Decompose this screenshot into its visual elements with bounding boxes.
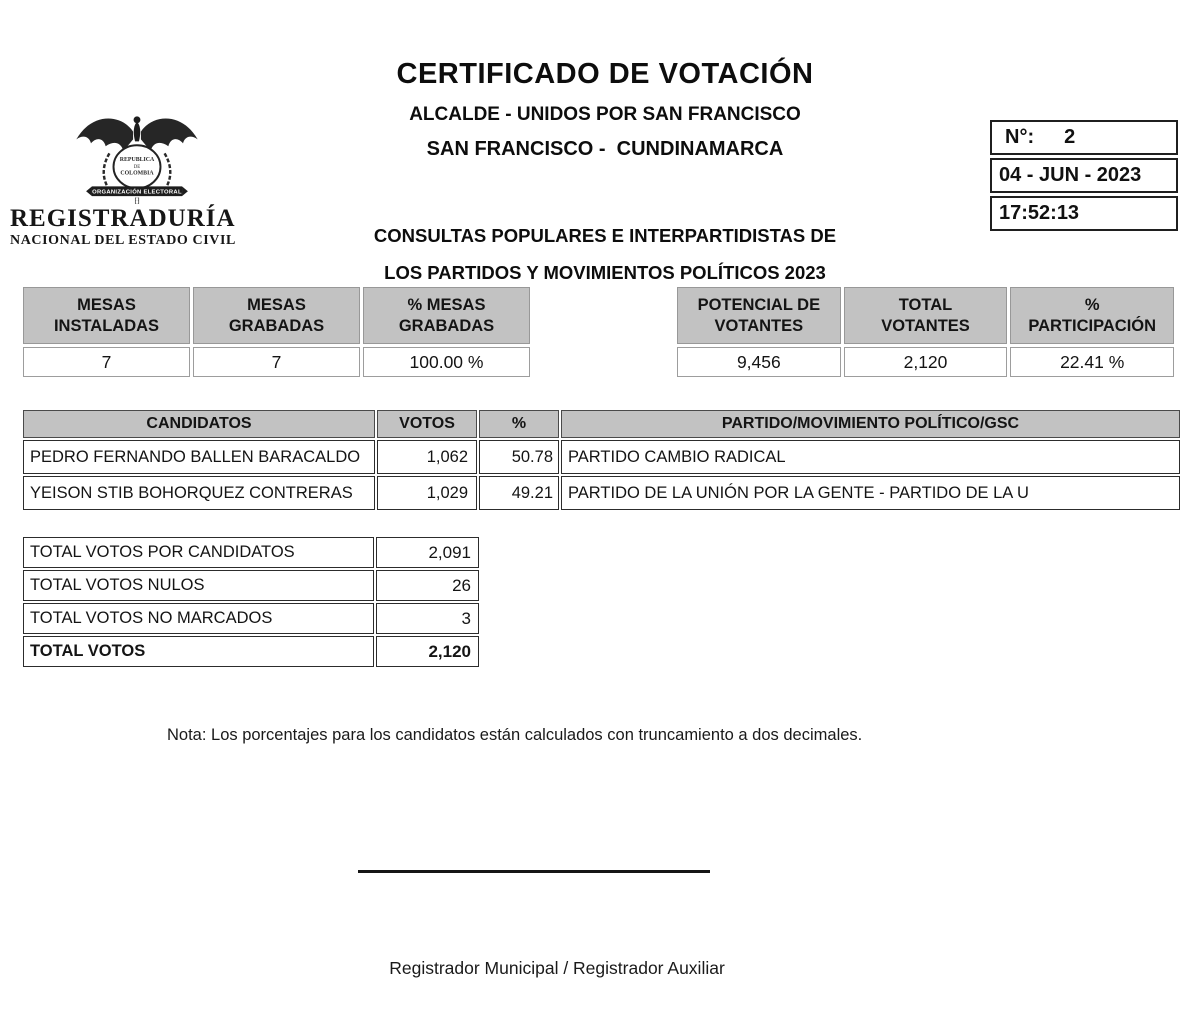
election-name: [235, 217, 975, 291]
value-potencial-votantes: 9,456: [677, 347, 841, 377]
condor-emblem-icon: [68, 112, 206, 204]
truncation-note: Nota: Los porcentajes para los candidatos están calculados con truncamiento a dos decimales.: [167, 726, 863, 744]
candidate-name: PEDRO FERNANDO BALLEN BARACALDO: [23, 440, 375, 474]
election-name-line2: LOS PARTIDOS Y MOVIMIENTOS POLÍTICOS 2023: [384, 262, 826, 283]
candidate-name: YEISON STIB BOHORQUEZ CONTRERAS: [23, 476, 375, 510]
value-mesas-instaladas: 7: [23, 347, 190, 377]
candidate-percent: 49.21: [479, 476, 559, 510]
place-subtitle: SAN FRANCISCO - CUNDINAMARCA: [426, 138, 784, 160]
total-label: TOTAL VOTOS: [23, 636, 374, 667]
candidate-votes: 1,029: [377, 476, 477, 510]
mesas-stats-table: [23, 287, 530, 377]
header-pct-mesas-grabadas: % MESAS GRABADAS: [363, 287, 530, 344]
candidate-party: PARTIDO DE LA UNIÓN POR LA GENTE - PARTIDO DE LA U: [561, 476, 1180, 510]
certificate-number-cell: [990, 120, 1178, 155]
total-value: 26: [376, 570, 479, 601]
total-row-no-marcados: [23, 603, 479, 634]
votantes-stats-header-row: [677, 287, 1174, 344]
certificate-date-cell: 04 - JUN - 2023: [990, 158, 1178, 193]
total-value: 2,091: [376, 537, 479, 568]
value-pct-participacion: 22.41 %: [1010, 347, 1174, 377]
page-title: CERTIFICADO DE VOTACIÓN: [396, 58, 814, 90]
value-mesas-grabadas: 7: [193, 347, 360, 377]
votantes-stats-table: [677, 287, 1174, 377]
header-candidatos: CANDIDATOS: [23, 410, 375, 438]
mesas-stats-header-row: [23, 287, 530, 344]
candidate-votes: 1,062: [377, 440, 477, 474]
candidate-party: PARTIDO CAMBIO RADICAL: [561, 440, 1180, 474]
total-value: 2,120: [376, 636, 479, 667]
signature-line: [358, 870, 710, 873]
total-row-candidatos: [23, 537, 479, 568]
org-name-line1: REGISTRADURÍA: [10, 205, 236, 232]
shield-text-de: DE: [133, 164, 141, 170]
shield-text-colombia: COLOMBIA: [120, 170, 154, 177]
header-potencial-votantes: POTENCIAL DE VOTANTES: [677, 287, 841, 344]
header-percent: %: [479, 410, 559, 438]
header-mesas-grabadas: MESAS GRABADAS: [193, 287, 360, 344]
shield-text-republica: REPUBLICA: [119, 156, 155, 163]
header-pct-participacion: % PARTICIPACIÓN: [1010, 287, 1174, 344]
certificate-time-cell: 17:52:13: [990, 196, 1178, 231]
value-total-votantes: 2,120: [844, 347, 1008, 377]
candidate-row: [23, 440, 1180, 474]
total-row-nulos: [23, 570, 479, 601]
total-label: TOTAL VOTOS NULOS: [23, 570, 374, 601]
totals-table: [23, 537, 479, 667]
signature-caption: Registrador Municipal / Registrador Auxiliar: [389, 958, 725, 978]
header-partido: PARTIDO/MOVIMIENTO POLÍTICO/GSC: [561, 410, 1180, 438]
header-mesas-instaladas: MESAS INSTALADAS: [23, 287, 190, 344]
candidates-table: [23, 410, 1180, 510]
banner-text: ORGANIZACIÓN ELECTORAL: [92, 189, 182, 196]
candidate-row: [23, 476, 1180, 510]
votantes-stats-value-row: [677, 347, 1174, 377]
total-label: TOTAL VOTOS POR CANDIDATOS: [23, 537, 374, 568]
banner-tail-mark: ⁅⁆: [134, 198, 140, 204]
certificate-number-value: 2: [1064, 126, 1076, 148]
certificate-info-box: [990, 120, 1178, 234]
total-label: TOTAL VOTOS NO MARCADOS: [23, 603, 374, 634]
value-pct-mesas-grabadas: 100.00 %: [363, 347, 530, 377]
org-name-line2: NACIONAL DEL ESTADO CIVIL: [10, 233, 236, 248]
total-value: 3: [376, 603, 479, 634]
header-votos: VOTOS: [377, 410, 477, 438]
certificate-number-label: N°:: [1005, 126, 1035, 148]
registraduria-logo: [10, 112, 236, 249]
mesas-stats-value-row: [23, 347, 530, 377]
header-total-votantes: TOTAL VOTANTES: [844, 287, 1008, 344]
candidates-header-row: [23, 410, 1180, 438]
contest-subtitle: ALCALDE - UNIDOS POR SAN FRANCISCO: [409, 104, 801, 125]
title-block: [235, 58, 975, 161]
election-name-line1: CONSULTAS POPULARES E INTERPARTIDISTAS DE: [373, 225, 837, 246]
total-row-votos: [23, 636, 479, 667]
candidate-percent: 50.78: [479, 440, 559, 474]
